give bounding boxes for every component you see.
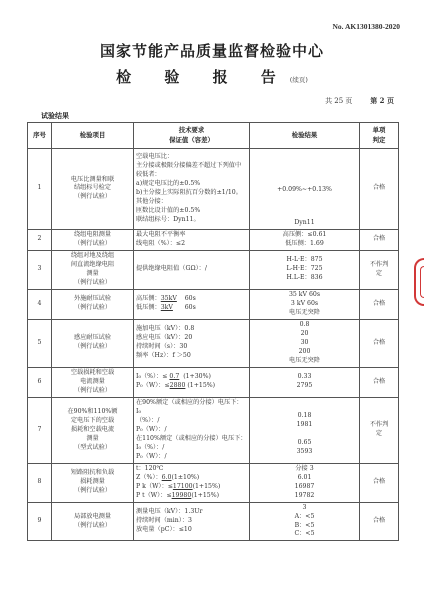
cell-req	[134, 149, 250, 230]
cell-result	[250, 319, 360, 367]
cell-result-line: 电压无突降	[289, 308, 320, 316]
cell-req-line: 频率（Hz）：f ＞50	[136, 352, 191, 360]
cell-req-line: 高压侧：35kV 60s	[136, 295, 196, 303]
cell-result-line: 6.01	[297, 473, 312, 481]
header-result: 检验结果	[250, 123, 360, 149]
cell-req-line: P t（W）：≤19980(1+15%)	[136, 491, 220, 499]
cell-result-line: 2795	[296, 382, 313, 390]
cell-no: 3	[28, 250, 52, 289]
cell-result-line: 1981	[296, 421, 313, 429]
cell-item-line: （例行试验）	[73, 193, 112, 201]
cell-result-line: +0.09%~+0.13%	[277, 186, 332, 193]
cell-req-line: 线电阻（%）：≤2	[136, 239, 186, 247]
report-title-row	[0, 66, 424, 87]
cell-req	[134, 289, 250, 319]
cell-result-line: L-H·E：725	[286, 265, 323, 273]
header-judge-line: 单项	[372, 126, 386, 135]
cell-req	[134, 397, 250, 463]
cell-req-line: 施加电压（kV）：0.8	[136, 325, 195, 333]
header-req-line: 保证值（容差）	[169, 135, 214, 144]
cell-result-line: 200	[298, 347, 311, 355]
cell-req-line: I₀（%）：/	[136, 443, 165, 451]
page-info	[325, 96, 394, 106]
cell-item-line: （型式试验）	[73, 443, 112, 451]
cell-item-line: 局部放电测量	[73, 512, 112, 520]
cell-item-line: 定电压下的空载	[70, 416, 115, 424]
red-seal-stamp-inner	[420, 266, 424, 298]
cell-result	[250, 289, 360, 319]
table-row	[28, 367, 399, 397]
cell-judge: 合格	[360, 463, 399, 502]
cell-item-line: 损耗测量	[80, 478, 105, 486]
cell-result-line: B：<5	[294, 521, 315, 529]
cell-result-line: 0.8	[299, 320, 310, 328]
cell-result	[250, 367, 360, 397]
cell-result-line: 0.18	[297, 412, 312, 420]
cell-item-line: 结组标号检定	[73, 184, 112, 192]
cell-item	[52, 229, 134, 250]
cell-req	[134, 463, 250, 502]
center-name: 国家节能产品质量监督检验中心	[99, 42, 324, 60]
cell-no: 6	[28, 367, 52, 397]
table-header-row	[28, 123, 399, 149]
report-title: 检 验 报 告	[116, 68, 290, 86]
page-number: 第 2 页	[370, 96, 394, 105]
table-row	[28, 149, 399, 230]
cell-result	[250, 250, 360, 289]
cell-item-line: （例行试验）	[73, 343, 112, 351]
cell-req-line: 感应电压（kV）：20	[136, 334, 193, 342]
cell-result-line: C：<5	[294, 530, 315, 538]
cell-result-line: 3593	[296, 448, 313, 456]
cell-item-line: 空载损耗和空载	[70, 368, 115, 376]
cell-item	[52, 502, 134, 541]
cell-item	[52, 463, 134, 502]
cell-result-line: 0.65	[297, 439, 312, 447]
table-row	[28, 397, 399, 463]
cell-req-line: b)主分接上实际阻抗百分数的±1/10。	[136, 188, 242, 196]
cell-result-line: 低压侧：1.69	[285, 239, 324, 247]
cell-judge: 合格	[360, 229, 399, 250]
cell-item-line: （例行试验）	[73, 278, 112, 286]
cell-item	[52, 289, 134, 319]
cell-judge: 合格	[360, 149, 399, 230]
cell-item-line: （例行试验）	[73, 304, 112, 312]
cell-req-line: 测量电压（kV）：1.3Ur	[136, 508, 203, 516]
total-pages: 共 25 页	[325, 97, 353, 105]
cell-req-line: P k（W）：≤17100(1+15%)	[136, 482, 221, 490]
cell-no: 7	[28, 397, 52, 463]
cell-result-line: 16987	[294, 482, 315, 490]
cell-result-line: 高压侧：≤0.61	[282, 230, 327, 238]
cell-req-line: P₀（W）：/	[136, 452, 167, 460]
cell-no: 5	[28, 319, 52, 367]
cell-result-line: 35 kV 60s	[288, 290, 321, 298]
cell-item-line: 绕组电阻测量	[73, 230, 112, 238]
cell-req	[134, 250, 250, 289]
results-table	[27, 122, 399, 541]
cell-req-line: 放电量（pC）：≤10	[136, 525, 192, 533]
cell-req	[134, 229, 250, 250]
cell-no: 2	[28, 229, 52, 250]
cell-result	[250, 463, 360, 502]
cell-item-line: 损耗和空载电流	[70, 425, 115, 433]
cell-req-line: Z（%）：6.0(1±10%)	[136, 473, 200, 481]
cell-no: 9	[28, 502, 52, 541]
cell-item-line: 外施耐压试验	[73, 295, 112, 303]
cell-result-line: Dyn11	[294, 218, 315, 226]
cell-result-line: 0.33	[297, 373, 312, 381]
cell-req-line: （%）：/	[136, 416, 160, 424]
cell-item	[52, 397, 134, 463]
cell-req-line: P₀（W）：≤2880 (1+15%)	[136, 382, 216, 390]
report-number: No. AK1301380-2020	[332, 22, 400, 31]
cell-judge-line: 定	[375, 269, 383, 277]
section-title: 试验结果	[41, 112, 69, 120]
cell-result	[250, 502, 360, 541]
cell-item-line: 在90%和110%额	[67, 407, 118, 415]
cell-result-line: 20	[300, 329, 309, 337]
header-judge-line: 判定	[372, 135, 386, 144]
cell-item-line: 感应耐压试验	[73, 334, 112, 342]
cell-result	[250, 397, 360, 463]
cell-req-line: 低压侧：3kV 60s	[136, 304, 196, 312]
cell-result	[250, 149, 360, 230]
header-item: 检验项目	[52, 123, 134, 149]
cell-judge: 合格	[360, 319, 399, 367]
cell-result-line: 19782	[294, 491, 315, 499]
cell-result-line: 3 kV 60s	[290, 299, 319, 307]
continuation-note: (续页)	[289, 76, 308, 84]
header-req	[134, 123, 250, 149]
table-row	[28, 319, 399, 367]
cell-item	[52, 250, 134, 289]
table-row	[28, 229, 399, 250]
cell-req-line: 最大电阻不平衡率	[136, 230, 186, 238]
header-judge	[360, 123, 399, 149]
cell-result-line: 电压无突降	[289, 356, 320, 364]
cell-judge: 合格	[360, 367, 399, 397]
cell-item-line: 短路阻抗和负载	[70, 469, 115, 477]
cell-judge-line: 定	[375, 430, 383, 438]
cell-req-line: 在110%额定（或相应的分接）电压下：	[136, 434, 247, 442]
cell-req-line: P₀（W）：/	[136, 425, 167, 433]
cell-req-line: 较低者：	[136, 171, 161, 179]
header-req-line: 技术要求	[178, 126, 205, 135]
cell-item-line: （例行试验）	[73, 521, 112, 529]
cell-result-line: A：<5	[294, 512, 315, 520]
table-row	[28, 289, 399, 319]
cell-item-line: 电流测量	[80, 377, 105, 385]
cell-req	[134, 319, 250, 367]
header-no: 序号	[28, 123, 52, 149]
cell-item	[52, 367, 134, 397]
cell-no: 4	[28, 289, 52, 319]
cell-item-line: （例行试验）	[73, 239, 112, 247]
table-row	[28, 463, 399, 502]
cell-judge: 合格	[360, 502, 399, 541]
cell-item-line: 测量	[86, 434, 99, 442]
cell-req-line: 提供绝缘电阻值（GΩ）：/	[136, 265, 207, 273]
cell-req-line: 持续时间（s）：30	[136, 343, 188, 351]
cell-item-line: 间直流绝缘电阻	[70, 260, 115, 268]
cell-judge: 合格	[360, 289, 399, 319]
cell-judge	[360, 397, 399, 463]
cell-req-line: 其他分接：	[136, 197, 167, 205]
cell-item	[52, 319, 134, 367]
cell-req-line: t：120℃	[136, 464, 164, 472]
cell-result	[250, 229, 360, 250]
cell-req-line: 持续时间（min）：3	[136, 517, 192, 524]
cell-result-line: H.L-E：836	[286, 274, 323, 282]
cell-judge-line: 不作判	[369, 260, 389, 268]
cell-result-line: 分接 3	[295, 464, 314, 472]
cell-req-line: a)规定电压比的±0.5%	[136, 180, 201, 187]
cell-result-line: 30	[300, 338, 309, 346]
cell-judge-line: 不作判	[369, 421, 389, 429]
table-row	[28, 250, 399, 289]
cell-no: 1	[28, 149, 52, 230]
cell-result-line: 3	[302, 503, 307, 511]
cell-item-line: （例行试验）	[73, 386, 112, 394]
table-row	[28, 502, 399, 541]
cell-item-line: 测量	[86, 269, 99, 277]
cell-no: 8	[28, 463, 52, 502]
cell-req-line: 匝数比设计值的±0.5%	[136, 206, 201, 214]
cell-req-line: 在90%额定（或相应的分接）电压下：I₀	[136, 398, 243, 415]
cell-item	[52, 149, 134, 230]
cell-judge	[360, 250, 399, 289]
cell-req	[134, 367, 250, 397]
cell-req-line: 主分接或极限分接偏差不超过下列值中	[136, 162, 242, 170]
cell-item-line: 绕组对地及绕组	[70, 251, 115, 259]
cell-req	[134, 502, 250, 541]
cell-item-line: （例行试验）	[73, 487, 112, 495]
cell-req-line: 联结组标号：Dyn11。	[136, 215, 200, 223]
cell-result-line: H-L·E：875	[286, 256, 323, 264]
cell-item-line: 电压比测量和联	[70, 175, 115, 183]
cell-req-line: 空载电压比：	[136, 153, 174, 161]
cell-req-line: I₀（%）：≤ 0.7 (1+30%)	[136, 373, 211, 381]
